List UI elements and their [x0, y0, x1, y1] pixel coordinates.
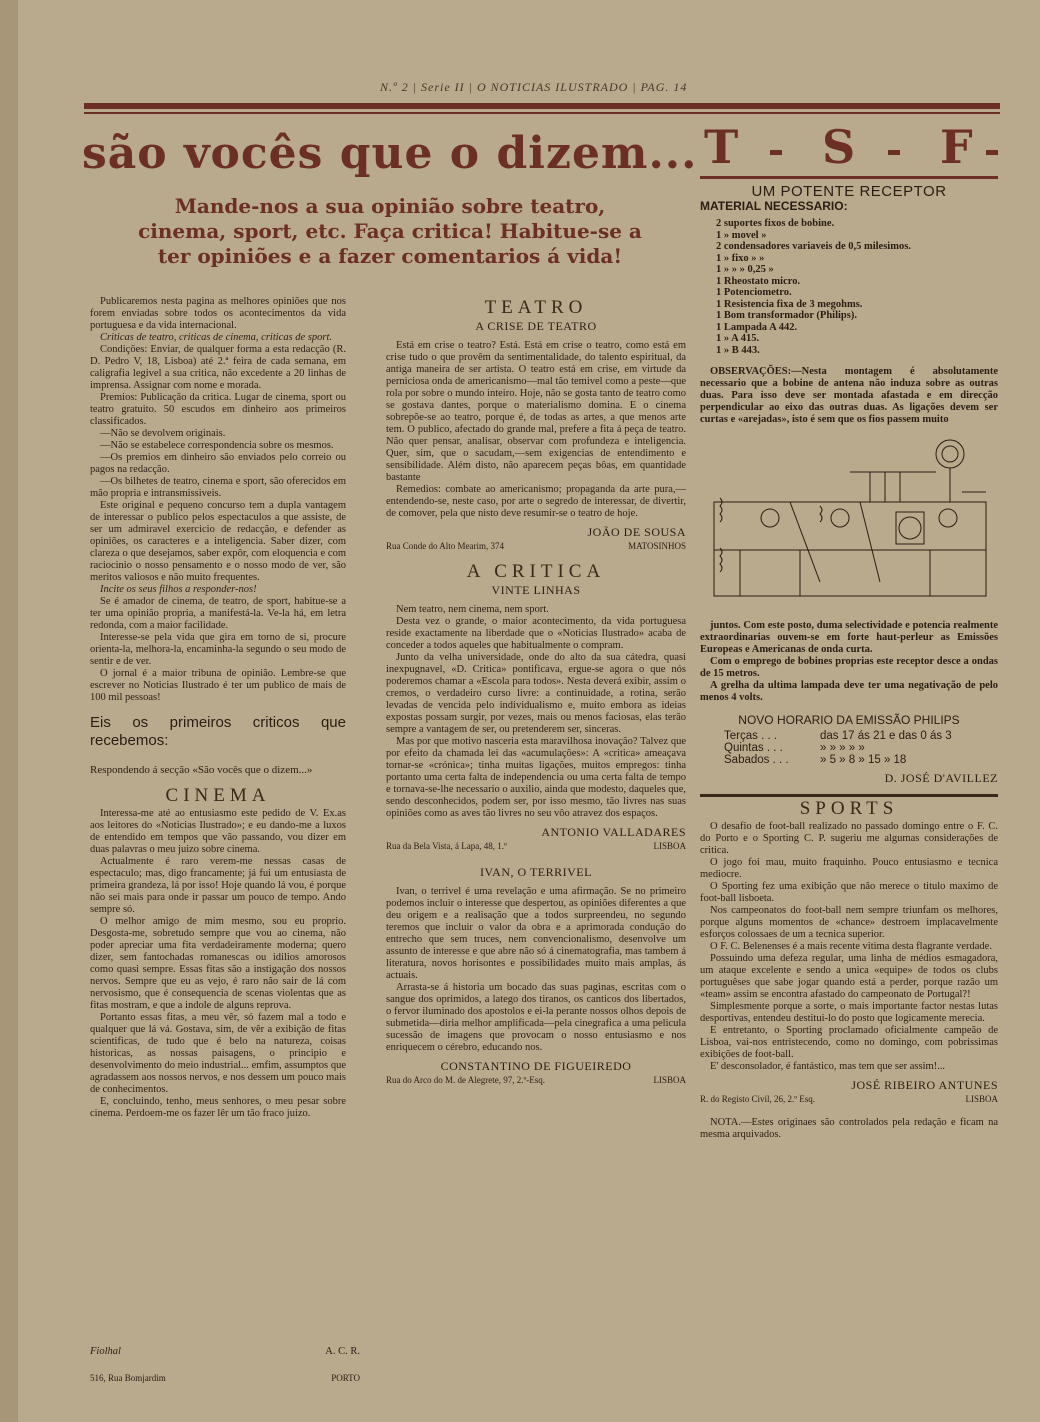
ivan-paragraph: Ivan, o terrivel é uma revelação e uma afirmação. Se no primeiro podemos incluir o interesse que despertou, as opiniões diferentes a que deu origem e a realisação que a todos surpreendeu, no segundo teremos que incluir o valor da obra e a aprimorada condução do entrecho que sem truces, nem convencionalismo, desenvolve um assunto de interesse e que abre não só á cinematografia, mas tambem á literatura, novos horisontes e possibilidades muito mais amplas, ás actuais. — [386, 886, 686, 981]
signature-city: PORTO — [331, 1373, 360, 1383]
intro-paragraph: Se é amador de cinema, de teatro, de sport, habitue-se a ter uma opinião propria, a manifestá-la. Ve-la há, em letra redonda, com a maior facilidade. — [90, 596, 346, 631]
material-item: 2 suportes fixos de bobine. — [716, 218, 835, 229]
observations: OBSERVAÇÕES:—Nesta montagem é absolutamente necessario que a bobine de antena não induza sobre as outras duas. Para isso deve ser montada afastada e em direcção perpendicular ao eixo das outras duas. As ligações devem ser curtas e «arejadas», isto é sem que os fios passem muito — [700, 366, 998, 425]
critica-title: A CRITICA — [466, 561, 606, 582]
critica-subtitle: VINTE LINHAS — [491, 583, 581, 597]
schedule-time: das 17 ás 21 e das 0 ás 3 — [820, 730, 952, 742]
material-item: 1 Lampada A 442. — [716, 321, 798, 333]
teatro-title: TEATRO — [484, 297, 588, 318]
intro-paragraph: Interesse-se pela vida que gira em torno de si, procure orienta-la, melhora-la, encaminha-la segundo o seu modo de sentir e de ver. — [90, 632, 346, 667]
material-item: 1 Bom transformador (Philips). — [716, 310, 857, 321]
teatro-paragraph: Está em crise o teatro? Está. Está em crise o teatro, como está em crise tudo o que provêm da sentimentalidade, do talento espiritual, da antiga maneira de ser artista. O teatro está em crise, em virtude da perniciosa onda de americanismo—mal tão temivel como a peste—que rola por sobre o mundo inteiro. Hoje, não se gosta tanto de teatro como se gostava dantes, porque o materialismo domina. E o cinema sobrepõe-se ao teatro, porque é, de todas as artes, a que menos arte tem. O publico, afectado do grande mal, prefere a fita á peça de teatro. Não quer pensar, analisar, observar com profundeza e inteligencia. Quer, sim, que o sacudam,—sem exigencias de entendimento e sensibilidade. Além disto, não aparecem peças bôas, em quantidade bastante — [386, 340, 686, 483]
intro-paragraph: —Os bilhetes de teatro, cinema e sport, são oferecidos em mão propria e intransmissiveis. — [90, 476, 346, 499]
schedule-table — [724, 730, 998, 766]
sports-paragraph: O F. C. Belenenses é a mais recente vitima desta flagrante verdade. — [710, 941, 992, 952]
material-item: 1 » fixo » » — [716, 252, 765, 264]
signature-address: 516, Rua Bomjardim — [90, 1373, 166, 1383]
teatro-paragraph: Remedios: combate ao americanismo; propaganda da arte pura,—entendendo-se, neste caso, por arte o segredo de interessar, de divertir, de comover, pela que nisto deve resumir-se o teatro de hoje. — [386, 484, 686, 519]
schedule-day: Sabados . . . — [724, 754, 789, 766]
cinema-paragraph: O melhor amigo de mim mesmo, sou eu proprio. Desgosta-me, sobretudo sempre que vou ao cinema, não poder apreciar uma fita verdadeiramente moderna; quero dizer, sem fantochadas romanescas ou idilios amorosos como quasi sempre. Essas fitas são a instigação dos nossos nervos. Sempre que eu as vejo, é raro não sair de lá com nervosismo, que é consequencia de scenas violentas que as fitas mostram, e que a indole de alguns reprova. — [90, 916, 346, 1011]
ivan-paragraph: Arrasta-se á historia um bocado das suas paginas, escritas com o sangue dos oprimidos, a latego dos tiranos, os canticos dos libertados, o fervor iluminado dos apostolos e ei-la perante nossos olhos depois de submetida—diria melhor amplificada—pela cinegrafica a uma pelicula sucessão de imagens que provocam o nosso entusiasmo e nos enriquecem o cérebro, educando nos. — [386, 982, 686, 1053]
ivan-signature: CONSTANTINO DE FIGUEIREDO — [440, 1059, 632, 1073]
responding-line: Respondendo á secção «São vocês que o dizem...» — [90, 764, 313, 776]
material-item: 1 Resistencia fixa de 3 megohms. — [716, 298, 863, 310]
ivan-title: IVAN, O TERRIVEL — [480, 865, 592, 879]
critica-paragraph: Junto da velha universidade, onde do alto da sua cátedra, quasi inexpugnavel, «D. Critica» pontificava, ergue-se agora o que nós poderemos chamar a «Escola para todos». Nesta deverá exibir, assim o cremos, o verdadeiro curso livre: a continuidade, a rotina, serão levadas de vencida pelo individualismo e, muito embora as ideias expostas possam surgir, por vezes, mais ou menos faciosas, elas terão sempre a vantagem de ser, ou pretenderem ser, sinceras. — [386, 652, 686, 735]
sports-paragraph: Nos campeonatos do foot-ball nem sempre triunfam os melhores, porque alguns momentos de «chance» destroem implacavelmente esforços colossaes de um a tecnica superior. — [700, 905, 998, 940]
ivan-address: Rua do Arco do M. de Alegrete, 97, 2.º-Esq. — [386, 1075, 546, 1085]
schedule-time: » 5 » 8 » 15 » 18 — [820, 754, 907, 766]
sports-city: LISBOA — [965, 1094, 998, 1104]
schedule-row — [724, 730, 998, 742]
schedule-day: Terças . . . — [724, 730, 778, 742]
material-title: MATERIAL NECESSARIO: — [700, 199, 848, 213]
receiver-paragraph: juntos. Com este posto, duma selectividade e potencia realmente extraordinarias ouvem-se em forte haut-perleur as Emissões Europeas e Americanas de onda curta. — [700, 620, 998, 655]
teatro-address: Rua Conde do Alto Mearim, 374 — [386, 541, 504, 551]
schedule-time: » » » » » — [820, 742, 865, 754]
first-critics-heading: Eis os primeiros criticos que recebemos: — [90, 714, 346, 749]
circuit-diagram — [700, 432, 996, 612]
receiver-title: UM POTENTE RECEPTOR — [751, 183, 947, 200]
schedule-row — [724, 754, 998, 766]
teatro-city: MATOSINHOS — [628, 541, 686, 551]
nota: NOTA.—Estes originaes são controlados pela redação e ficam na mesma arquivados. — [700, 1117, 998, 1140]
material-item: 1 Rheostato micro. — [716, 275, 801, 287]
receiver-paragraph: Com o emprego de bobines proprias este receptor desce a ondas de 15 metros. — [700, 656, 998, 679]
schedule-day: Quintas . . . — [724, 742, 783, 754]
intro-paragraph: Condições: Enviar, de qualquer forma a esta redacção (R. D. Pedro V, 18, Lisboa) até 2.ª feira de cada semana, em caligrafia legivel a sua critica, não excedente a 20 linhas de imprensa. Assignar com nome e morada. — [90, 344, 346, 391]
column-teatro — [386, 296, 686, 1086]
teatro-subtitle: A CRISE DE TEATRO — [475, 319, 597, 333]
tsf-letter-s: S — [822, 120, 856, 174]
sports-paragraph: O desafio de foot-ball realizado no passado domingo entre o F. C. do Porto e o Sporting C. P. sugeriu me algumas considerações de critica. — [700, 821, 998, 856]
cinema-signature — [90, 1346, 360, 1383]
sports-paragraph: E' desconsolador, é fantástico, mas tem que ser assim!... — [710, 1061, 946, 1072]
critica-paragraph: Nem teatro, nem cinema, nem sport. — [396, 604, 549, 615]
horario-title: NOVO HORARIO DA EMISSÃO PHILIPS — [738, 713, 960, 727]
cinema-paragraph: Interessa-me até ao entusiasmo este pedido de V. Ex.as aos leitores do «Noticias Ilustrado»; e eu dando-me a luxos de entendido em tempos que vão passando, vou dizer em duas palavras o meu juizo sobre cinema. — [90, 808, 346, 855]
tsf-dot — [770, 150, 782, 155]
teatro-signature: JOÃO DE SOUSA — [587, 525, 686, 539]
intro-paragraph: O jornal é a maior tribuna de opinião. Lembre-se que escrever no Noticias Ilustrado é ter um publico de mais de 100 mil pessoas! — [90, 668, 346, 703]
sports-paragraph: O Sporting fez uma exibição que não merece o titulo maximo de foot-ball lisboeta. — [700, 881, 998, 904]
cinema-paragraph: Actualmente é raro verem-me nessas casas de espectaculo; mas, digo francamente; já fui um entusiasta de primeira grandeza, lá por isso! Hoje quando lá vou, é porque não sei mais para onde ir passar um pouco de tempo. Ando sempre só. — [90, 856, 346, 915]
material-item: 1 » B 443. — [716, 344, 760, 356]
sports-paragraph: Possuindo uma defeza regular, uma linha de médios esmagadora, um ataque excelente e sendo a unica «equipe» de todos os clubs portuguêses que sabe jogar quando está a perder, porque razão um «team» assim se encontra afastado do campeonato de Portugal?! — [700, 953, 998, 1000]
material-item: 2 condensadores variaveis de 0,5 milesimos. — [716, 241, 911, 252]
sports-signature: JOSÉ RIBEIRO ANTUNES — [851, 1078, 998, 1092]
material-item: 1 » » » 0,25 » — [716, 264, 774, 275]
column-opinions — [90, 296, 346, 1120]
paper-edge — [0, 0, 18, 1422]
schedule-row — [724, 742, 998, 754]
tsf-underline — [700, 176, 998, 179]
critica-paragraph: Desta vez o grande, o maior acontecimento, da vida portuguesa reside exactamente na liberdade que o «Noticias Ilustrado» acaba de conceder a todos aqueles que habitualmente o compram. — [386, 616, 686, 651]
cinema-paragraph: Portanto essas fitas, a meu vêr, só fazem mal a todo e qualquer que lá vá. Gostava, sim, de vêr a exibição de fitas scientificas, de tudo que é belo na natureza, coisas historicas, as nossas paisagens, o principio e desenvolvimento do meio industrial... emfim, assumptos que agradassem aos nossos nervos, e nos dessem um pouco mais de conhecimentos. — [90, 1012, 346, 1095]
page-title: são vocês que o dizem... — [82, 128, 698, 179]
intro-paragraph: Incite os seus filhos a responder-nos! — [100, 584, 257, 595]
critica-city: LISBOA — [653, 841, 686, 851]
material-item: 1 Potenciometro. — [716, 287, 792, 298]
intro-paragraph: Criticas de teatro, criticas de cinema, criticas de sport. — [100, 332, 333, 343]
sports-paragraph: E entretanto, o Sporting proclamado oficialmente campeão de Lisboa, vai-nos entristecendo, como no domingo, com pobrissimas exibições de foot-ball. — [700, 1025, 998, 1060]
subtitle: Mande-nos a sua opinião sobre teatro, cinema, sport, etc. Faça critica! Habitue-se a ter opiniões e a fazer comentarios á vida! — [138, 194, 642, 268]
critica-paragraph: Mas por que motivo nasceria esta maravilhosa inovação? Talvez que por efeito da chamada lei das «acumulações»: A «critica» ameaçava tornar-se «crónica»; tinha muitas ligações, muitos empregos: tinha portanto uma certa falta de independencia ou uma certa falta de tempo e tornava-se-lhe necessario o auxilio, ainda que modesto, daqueles que, sendo desconhecidos, podem ser, por isso mesmo, tão livres nas suas opiniões como as aves tão livres no seu vôo atravez dos espaços. — [386, 736, 686, 819]
sports-address: R. do Registo Civil, 26, 2.º Esq. — [700, 1094, 816, 1104]
issue-line: N.º 2 | Serie II | O NOTICIAS ILUSTRADO | PAG. 14 — [380, 80, 688, 94]
intro-paragraph: Este original e pequeno concurso tem a dupla vantagem de interessar o publico pelos espectaculos a que assiste, de ser um admiravel exercicio de redacção, e defender as opiniões, os caracteres e a inteligencia. Saber dizer, com clareza o que desejamos, saber expôr, com eloquencia e com raciocinio o nosso pensamento e o nosso modo de ver, são meritos valiosos e não muito frequentes. — [90, 500, 346, 583]
intro-paragraph: Premios: Publicação da critica. Lugar de cinema, sport ou teatro gratuito. 50 escudos em dinheiro aos primeiros classificados. — [90, 392, 346, 427]
tsf-dot — [888, 150, 900, 155]
intro-paragraph: —Não se estabelece correspondencia sobre os mesmos. — [100, 440, 334, 451]
critica-signature: ANTONIO VALLADARES — [541, 825, 686, 839]
tsf-letter-f: F — [940, 120, 973, 174]
cinema-title: CINEMA — [165, 785, 271, 806]
tsf-dot — [986, 150, 998, 155]
receiver-paragraph: A grelha da ultima lampada deve ter uma negativação de pelo menos 4 volts. — [700, 680, 998, 703]
tsf-letter-t: T — [704, 120, 739, 174]
top-rule-thin — [84, 112, 1000, 114]
sports-paragraph: Simplesmente porque a sorte, o mais importante factor nestas lutas desportivas, entendeu destitui-lo do posto que logicamente merecia. — [700, 1001, 998, 1024]
top-rule — [84, 103, 1000, 109]
cinema-paragraph: E, concluindo, tenho, meus senhores, o meu pesar sobre cinema. Perdoem-me os fazer lêr um tão fraco juizo. — [90, 1096, 346, 1119]
sports-rule — [700, 794, 998, 797]
column-tsf — [700, 183, 998, 1141]
intro-paragraph: —Não se devolvem originais. — [100, 428, 226, 439]
signature-place: Fiolhal — [90, 1346, 121, 1357]
intro-paragraph: Publicaremos nesta pagina as melhores opiniões que nos forem enviadas sobre todos os acontecimentos da vida portuguesa e da vida internacional. — [90, 296, 346, 331]
signature-initials: A. C. R. — [325, 1346, 360, 1357]
ivan-city: LISBOA — [653, 1075, 686, 1085]
material-list — [716, 218, 998, 356]
material-item: 1 » A 415. — [716, 333, 760, 344]
material-item: 1 » movel » — [716, 229, 767, 241]
sports-paragraph: O jogo foi mau, muito fraquinho. Pouco entusiasmo e tecnica mediocre. — [700, 857, 998, 880]
sports-title: SPORTS — [799, 798, 899, 819]
critica-address: Rua da Bela Vista, á Lapa, 48, 1.º — [386, 841, 507, 851]
intro-paragraph: —Os premios em dinheiro são enviados pelo correio ou pagos na redacção. — [90, 452, 346, 475]
tsf-signature: D. JOSÉ D'AVILLEZ — [884, 771, 998, 785]
